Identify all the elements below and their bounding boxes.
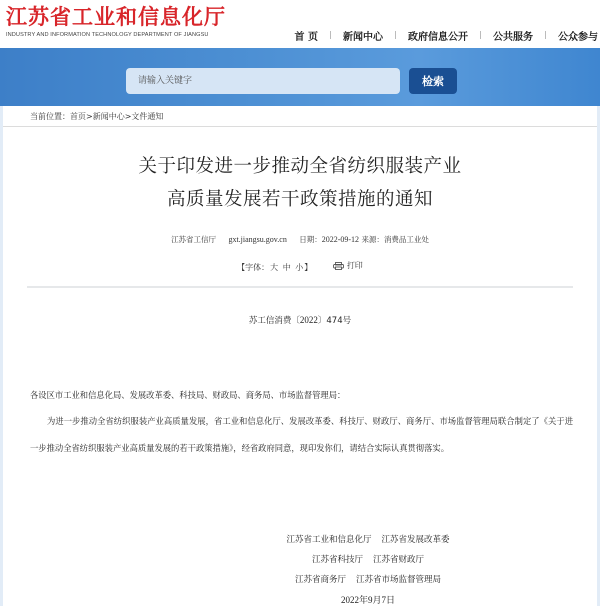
signer: 江苏省财政厅 <box>373 555 425 565</box>
doc-number-suffix: 〕474号 <box>317 316 352 326</box>
font-size-selector <box>237 263 312 272</box>
signer: 江苏省商务厅 <box>294 575 346 585</box>
meta-date <box>299 235 429 244</box>
site-header <box>0 0 600 48</box>
article-title <box>3 150 597 216</box>
signer: 江苏省工业和信息化厅 <box>286 535 372 545</box>
font-size-label-open: 【字体： <box>237 262 270 272</box>
font-size-medium[interactable]: 中 <box>282 262 291 272</box>
meta-site: gxt.jiangsu.gov.cn <box>228 235 287 244</box>
printer-icon <box>333 262 344 270</box>
search-input[interactable]: 请输入关键字 <box>126 68 400 94</box>
breadcrumb-path[interactable]: 首页>新闻中心>文件通知 <box>70 112 164 121</box>
search-banner <box>0 48 600 106</box>
doc-number-prefix: 苏工信消费〔 <box>248 316 300 326</box>
nav-divider <box>480 31 481 39</box>
article-meta <box>3 234 597 245</box>
print-button[interactable] <box>333 260 363 271</box>
nav-public-participation[interactable]: 公众参与 <box>558 31 598 43</box>
font-size-large[interactable]: 大 <box>270 262 279 272</box>
sign-date: 2022年9月7日 <box>340 595 395 605</box>
nav-home[interactable]: 首 页 <box>294 31 318 43</box>
meta-date-value: 2022-09-12 <box>321 235 360 244</box>
meta-date-label: 日期： <box>299 235 322 244</box>
top-nav <box>295 27 598 43</box>
nav-divider <box>330 31 331 39</box>
addressee: 各设区市工业和信息化局、发展改革委、科技局、财政局、商务局、市场监督管理局： <box>30 390 346 400</box>
breadcrumb-prefix: 当前位置： <box>30 112 70 121</box>
site-logo-title[interactable]: 江苏省工业和信息化厅 <box>6 5 226 29</box>
nav-public-service[interactable]: 公共服务 <box>493 31 533 43</box>
meta-publisher: 江苏省工信厅 <box>171 235 217 244</box>
signers-block <box>253 530 483 610</box>
signer-row <box>253 530 483 550</box>
article-title-line-1: 关于印发进一步推动全省纺织服装产业 <box>138 156 462 177</box>
print-label: 打印 <box>346 261 363 270</box>
article-tools <box>3 260 597 273</box>
font-size-label-close: 】 <box>304 262 313 272</box>
signer: 江苏省发展改革委 <box>381 535 450 545</box>
search-button[interactable]: 检索 <box>409 68 457 94</box>
body-paragraph: 为进一步推动全省纺织服装产业高质量发展，省工业和信息化厅、发展改革委、科技厅、财政厅、商务厅、市场监督管理局联合制定了《关于进一步推动全省纺织服装产业高质量发展的若干政策措施》，经省政府同意，现印发你们，请结合实际认真贯彻落实。 <box>30 416 573 453</box>
breadcrumb-divider <box>3 126 597 127</box>
document-number <box>3 314 597 326</box>
article-title-line-2: 高质量发展若干政策措施的通知 <box>166 189 433 210</box>
doc-number-year: 2022 <box>299 315 318 325</box>
signer-row <box>253 550 483 570</box>
site-logo-subtitle: INDUSTRY AND INFORMATION TECHNOLOGY DEPARTMENT OF JIANGSU <box>6 32 209 38</box>
signer: 江苏省科技厅 <box>311 555 363 565</box>
signer: 江苏省市场监督管理局 <box>356 575 442 585</box>
nav-news-center[interactable]: 新闻中心 <box>343 31 383 43</box>
signer-row <box>253 570 483 590</box>
font-size-small[interactable]: 小 <box>295 262 304 272</box>
nav-divider <box>395 31 396 39</box>
nav-gov-info-disclosure[interactable]: 政府信息公开 <box>408 31 468 43</box>
meta-source-value: 消费品工业处 <box>383 235 429 244</box>
nav-divider <box>545 31 546 39</box>
article-page <box>0 106 600 606</box>
meta-divider <box>27 286 573 288</box>
breadcrumb <box>30 111 163 122</box>
meta-source-label: 来源： <box>361 235 384 244</box>
